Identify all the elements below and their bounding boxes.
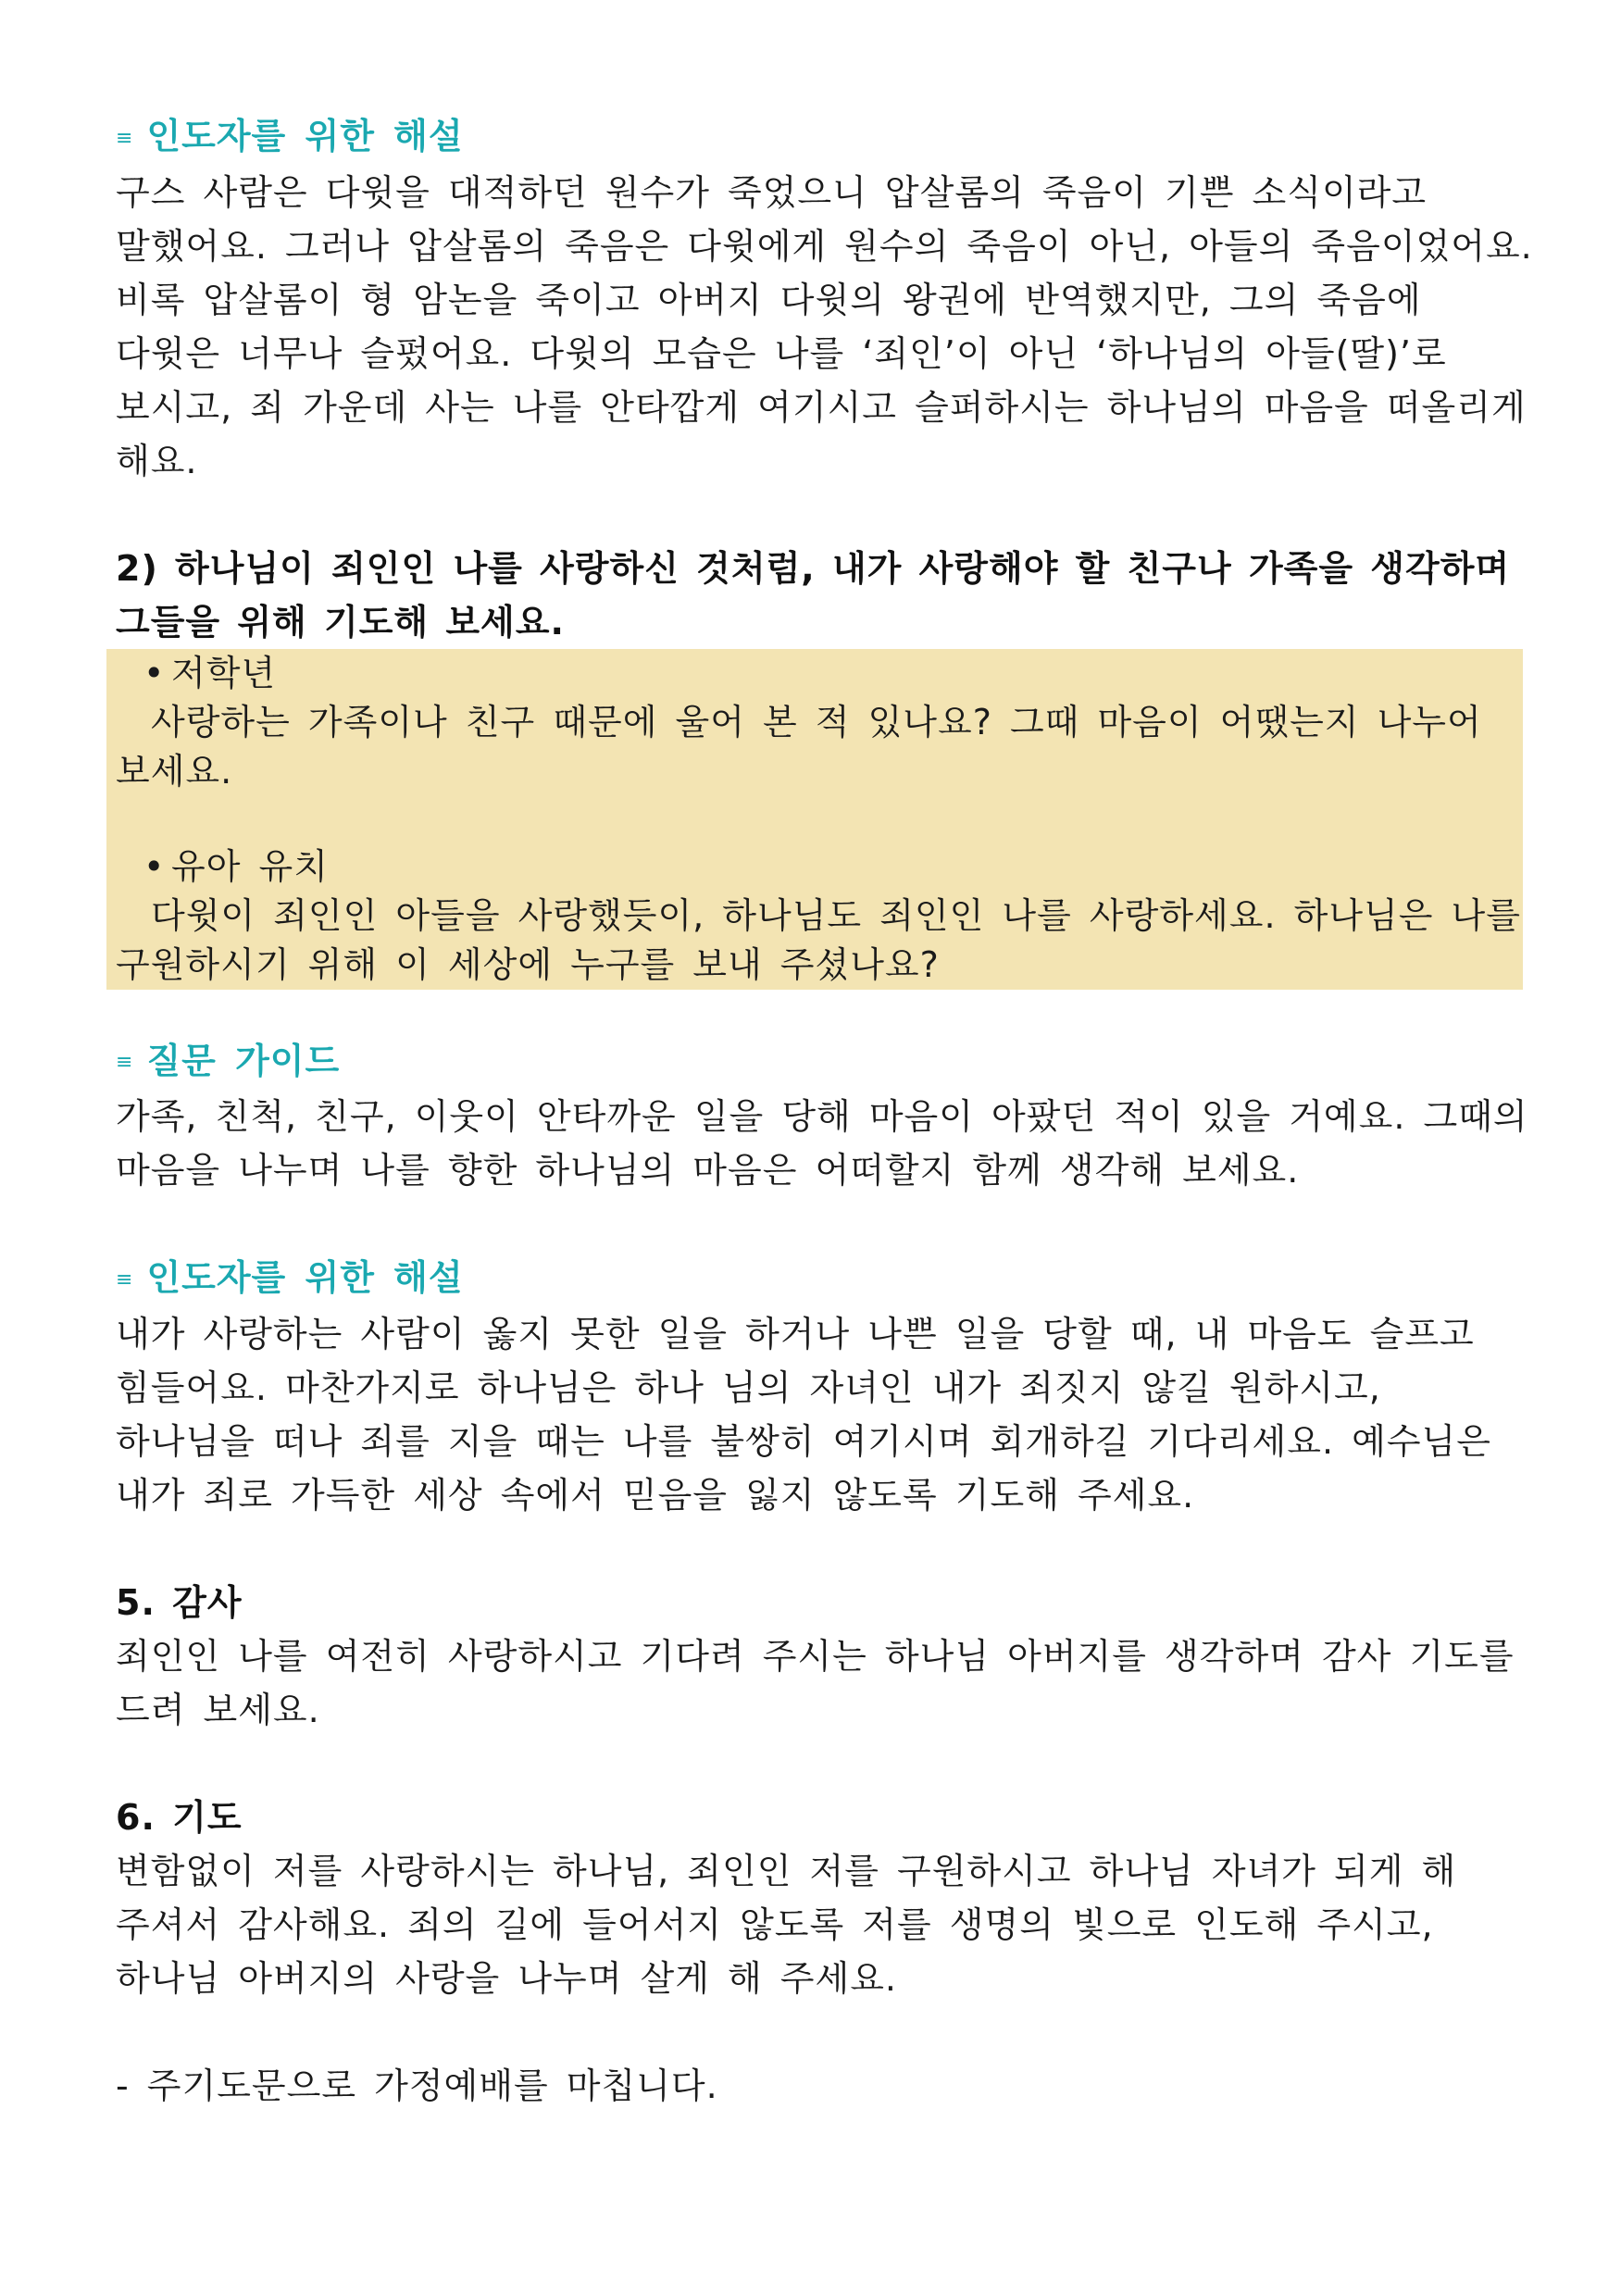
- text-line: 변함없이 저를 사랑하시는 하나님, 죄인인 저를 구원하시고 하나님 자녀가 되게 해: [116, 1850, 1457, 1891]
- text-line: 말했어요. 그러나 압살롬의 죽음은 다윗에게 원수의 죽음이 아닌, 아들의 죽음이었어요.: [116, 225, 1533, 267]
- text-line: 하나님 아버지의 사랑을 나누며 살게 해 주세요.: [116, 1957, 898, 1999]
- age-group-title: • 유아 유치: [116, 842, 1523, 892]
- section-heading-question-guide: ≡ 질문 가이드: [116, 1040, 341, 1081]
- guide-paragraph: [116, 1090, 1528, 1197]
- document-page: [116, 109, 1533, 2113]
- question-heading: [116, 542, 1523, 649]
- age-group-text: 사랑하는 가족이나 친구 때문에 울어 본 적 있나요? 그때 마음이 어땠는지 나누어: [151, 701, 1482, 742]
- thanks-paragraph: [116, 1629, 1523, 1737]
- section-heading-leader-commentary: ≡ 인도자를 위한 해설: [116, 116, 464, 156]
- text-line: 마음을 나누며 나를 향한 하나님의 마음은 어떠할지 함께 생각해 보세요.: [116, 1150, 1300, 1191]
- text-line: 가족, 친척, 친구, 이웃이 안타까운 일을 당해 마음이 아팠던 적이 있을 거예요. 그때의: [116, 1096, 1528, 1137]
- text-line: 내가 죄로 가득한 세상 속에서 믿음을 잃지 않도록 기도해 주세요.: [116, 1474, 1195, 1516]
- age-group-text: 구원하시기 위해 이 세상에 누구를 보내 주셨나요?: [116, 943, 940, 985]
- text-line: 비록 압살롬이 형 암논을 죽이고 아버지 다윗의 왕권에 반역했지만, 그의 죽음에: [116, 279, 1422, 320]
- text-line: 드려 보세요.: [116, 1689, 320, 1730]
- text-line: 주셔서 감사해요. 죄의 길에 들어서지 않도록 저를 생명의 빛으로 인도해 주시고,: [116, 1903, 1434, 1945]
- text-line: 구스 사람은 다윗을 대적하던 원수가 죽었으니 압살롬의 죽음이 기쁜 소식이라고: [116, 171, 1428, 213]
- bullet-icon: •: [143, 652, 166, 693]
- age-group-text: 보세요.: [116, 750, 233, 792]
- question-line: 그들을 위해 기도해 보세요.: [116, 601, 565, 643]
- commentary-paragraph: [116, 166, 1533, 488]
- bullet-icon: •: [143, 845, 166, 887]
- prayer-paragraph: [116, 1844, 1523, 2005]
- list-icon: ≡: [116, 1267, 134, 1292]
- section-heading-prayer: 6. 기도: [116, 1796, 243, 1838]
- list-icon: ≡: [116, 1051, 134, 1074]
- text-line: 힘들어요. 마찬가지로 하나님은 하나 님의 자녀인 내가 죄짓지 않길 원하시고,: [116, 1366, 1381, 1408]
- age-group-title: • 저학년: [116, 649, 1523, 698]
- text-line: 해요.: [116, 440, 198, 481]
- text-line: 내가 사랑하는 사람이 옳지 못한 일을 하거나 나쁜 일을 당할 때, 내 마음도 슬프고: [116, 1313, 1475, 1354]
- section-heading-thanks: 5. 감사: [116, 1581, 243, 1623]
- list-icon: ≡: [116, 126, 134, 150]
- question-line: 2) 하나님이 죄인인 나를 사랑하신 것처럼, 내가 사랑해야 할 친구나 가족을 생각하며: [116, 547, 1511, 589]
- age-group-box: [106, 649, 1523, 990]
- text-line: 죄인인 나를 여전히 사랑하시고 기다려 주시는 하나님 아버지를 생각하며 감사 기도를: [116, 1635, 1515, 1677]
- text-line: 다윗은 너무나 슬펐어요. 다윗의 모습은 나를 ‘죄인’이 아닌 ‘하나님의 아들(딸)’로: [116, 332, 1447, 374]
- commentary-paragraph: [116, 1307, 1523, 1522]
- section-heading-leader-commentary: ≡ 인도자를 위한 해설: [116, 1257, 464, 1298]
- text-line: 보시고, 죄 가운데 사는 나를 안타깝게 여기시고 슬퍼하시는 하나님의 마음을 떠올리게: [116, 386, 1527, 428]
- closing-line: - 주기도문으로 가정예배를 마칩니다.: [116, 2065, 718, 2106]
- text-line: 하나님을 떠나 죄를 지을 때는 나를 불쌍히 여기시며 회개하길 기다리세요. 예수님은: [116, 1420, 1491, 1462]
- age-group-text: 다윗이 죄인인 아들을 사랑했듯이, 하나님도 죄인인 나를 사랑하세요. 하나님은 나를: [151, 894, 1521, 936]
